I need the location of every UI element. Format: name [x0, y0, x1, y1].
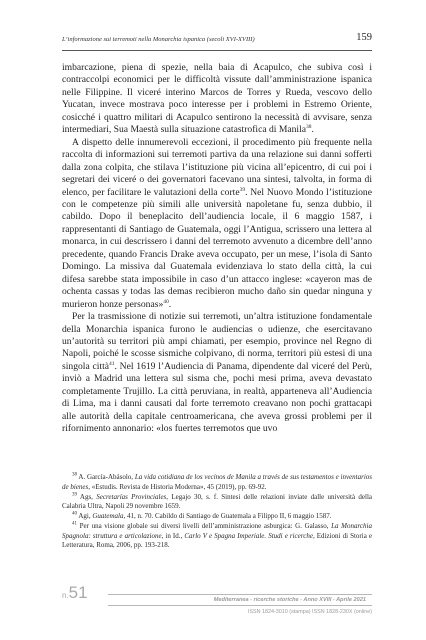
folio-prefix: n.: [62, 591, 69, 600]
footnote-ref-39[interactable]: 39: [239, 186, 246, 193]
footnote-41: $^{41}$ Per una visione globale sui diversi livelli dell’amministrazione asburgica: G. Galasso, La Monarchia Spagnola: struttura e articolazione, in Id., Carlo V e Spagna Imperiale. Studi e ricerche, Edizioni di Storia e Letteratura, Roma, 2006, pp. 193-218.: [62, 521, 372, 549]
footnote-40: $^{40}$ Agi, Guatemala, 41, n. 70. Cabildo di Santiago de Guatemala a Filippo II, 6 maggio 1587.: [72, 511, 332, 520]
journal-footer: [108, 594, 372, 606]
footnote-ref-38[interactable]: 38: [306, 124, 312, 131]
paragraph-3: Per la trasmissione di notizie sui terremoti, un’altra istituzione fondamentale della Monarchia ispanica furono le audiencias o udienze, che esercitavano un’autorità su territori più ampi chiamati, per esempio, province nel Regno di Napoli, poiché le scosse sismiche colpivano, di norma, territori più estesi di una singola città$^{41}$. Nel 1619 l’Audiencia di Panama, dipendente dal viceré del Perù, inviò a Madrid una lettera sul sisma che, pochi mesi prima, aveva devastato completamente Trujillo. La città peruviana, in realtà, apparteneva all’Audiencia di Lima, ma i danni causati dal forte terremoto creavano non pochi grattacapi alle autorità della capitale centroamericana, che aveva grossi problemi per il rifornimento annonario: «los fuertes terremotos que uvo: [62, 311, 373, 435]
footnote-39: $^{39}$ Ags, Secretarías Provinciales, Legajo 30, s. f. Sintesi delle relazioni inviate dalle università della Calabria Ultra, Napoli 29 novembre 1659.: [62, 492, 372, 510]
footnote-ref-41[interactable]: 41: [109, 360, 115, 367]
issn-line: ISSN 1824-3010 (stampa) ISSN 1828-230X (online): [247, 609, 372, 615]
running-head-title: L’informazione sui terremoti nella Monarchia ispanica (secoli XVI-XVIII): [62, 36, 255, 43]
footnotes: [62, 473, 372, 551]
folio-number: 51: [68, 583, 88, 602]
issue-folio: [62, 583, 88, 607]
paragraph-1: imbarcazione, piena di spezie, nella baia di Acapulco, che subiva così i contraccolpi economici per le difficoltà vissute dall’amministrazione ispanica nelle Filippine. Il viceré interino Marcos de Torres y Rueda, vescovo dello Yucatan, invece mostrava poco interesse per i problemi in Estremo Oriente, cosicché i quattro militari di Acapulco sentirono la necessità di avvisare, senza intermediari, Sua Maestà sulla situazione catastrofica di Manila$^{38}$.: [62, 62, 372, 136]
page-number: 159: [356, 32, 372, 43]
paragraph-2: A dispetto delle innumerevoli eccezioni, il procedimento più frequente nella raccolta di informazioni sui terremoti partiva da una relazione sui danni sofferti dalla zona colpita, che stilava l’istituzione più vicina all’epicentro, di cui poi i segretari dei viceré o dei governatori facevano una sintesi, talvolta, in forma di elenco, per facilitare le valutazioni della corte$^{39}$. Nel Nuovo Mondo l’istituzione con le competenze più simili alle università napoletane fu, senza dubbio, il cabildo. Dopo il beneplacito dell’audiencia locale, il 6 maggio 1587, i rappresentanti di Santiago de Guatemala, oggi l’Antigua, scrissero una lettera al monarca, in cui descrissero i danni del terremoto avvenuto a dicembre dell’anno precedente, quando Francis Drake aveva occupato, per un mese, l’isola di Santo Domingo. La missiva dal Guatemala evidenziava lo stato della città, la cui difesa sarebbe stata impossibile in caso d’un attacco inglese: «cayeron mas de ochenta cassas y todas las demas recibieron mucho daño sin quedar ninguna y murieron honze personas»$^{40}$.: [62, 136, 372, 310]
journal-title: Mediterranea - ricerche storiche - Anno XVIII - Aprile 2021: [213, 597, 366, 603]
footnote-ref-40[interactable]: 40: [163, 298, 169, 305]
running-header: [62, 26, 372, 51]
main-text: [62, 62, 372, 436]
footnote-38: $^{38}$ A. García-Abásolo, La vida cotidiana de los vecinos de Manila a través de sus testamentos e inventarios de bienes, «Estudis. Revista de Historia Moderna», 45 (2019), pp. 69-92.: [62, 472, 372, 491]
